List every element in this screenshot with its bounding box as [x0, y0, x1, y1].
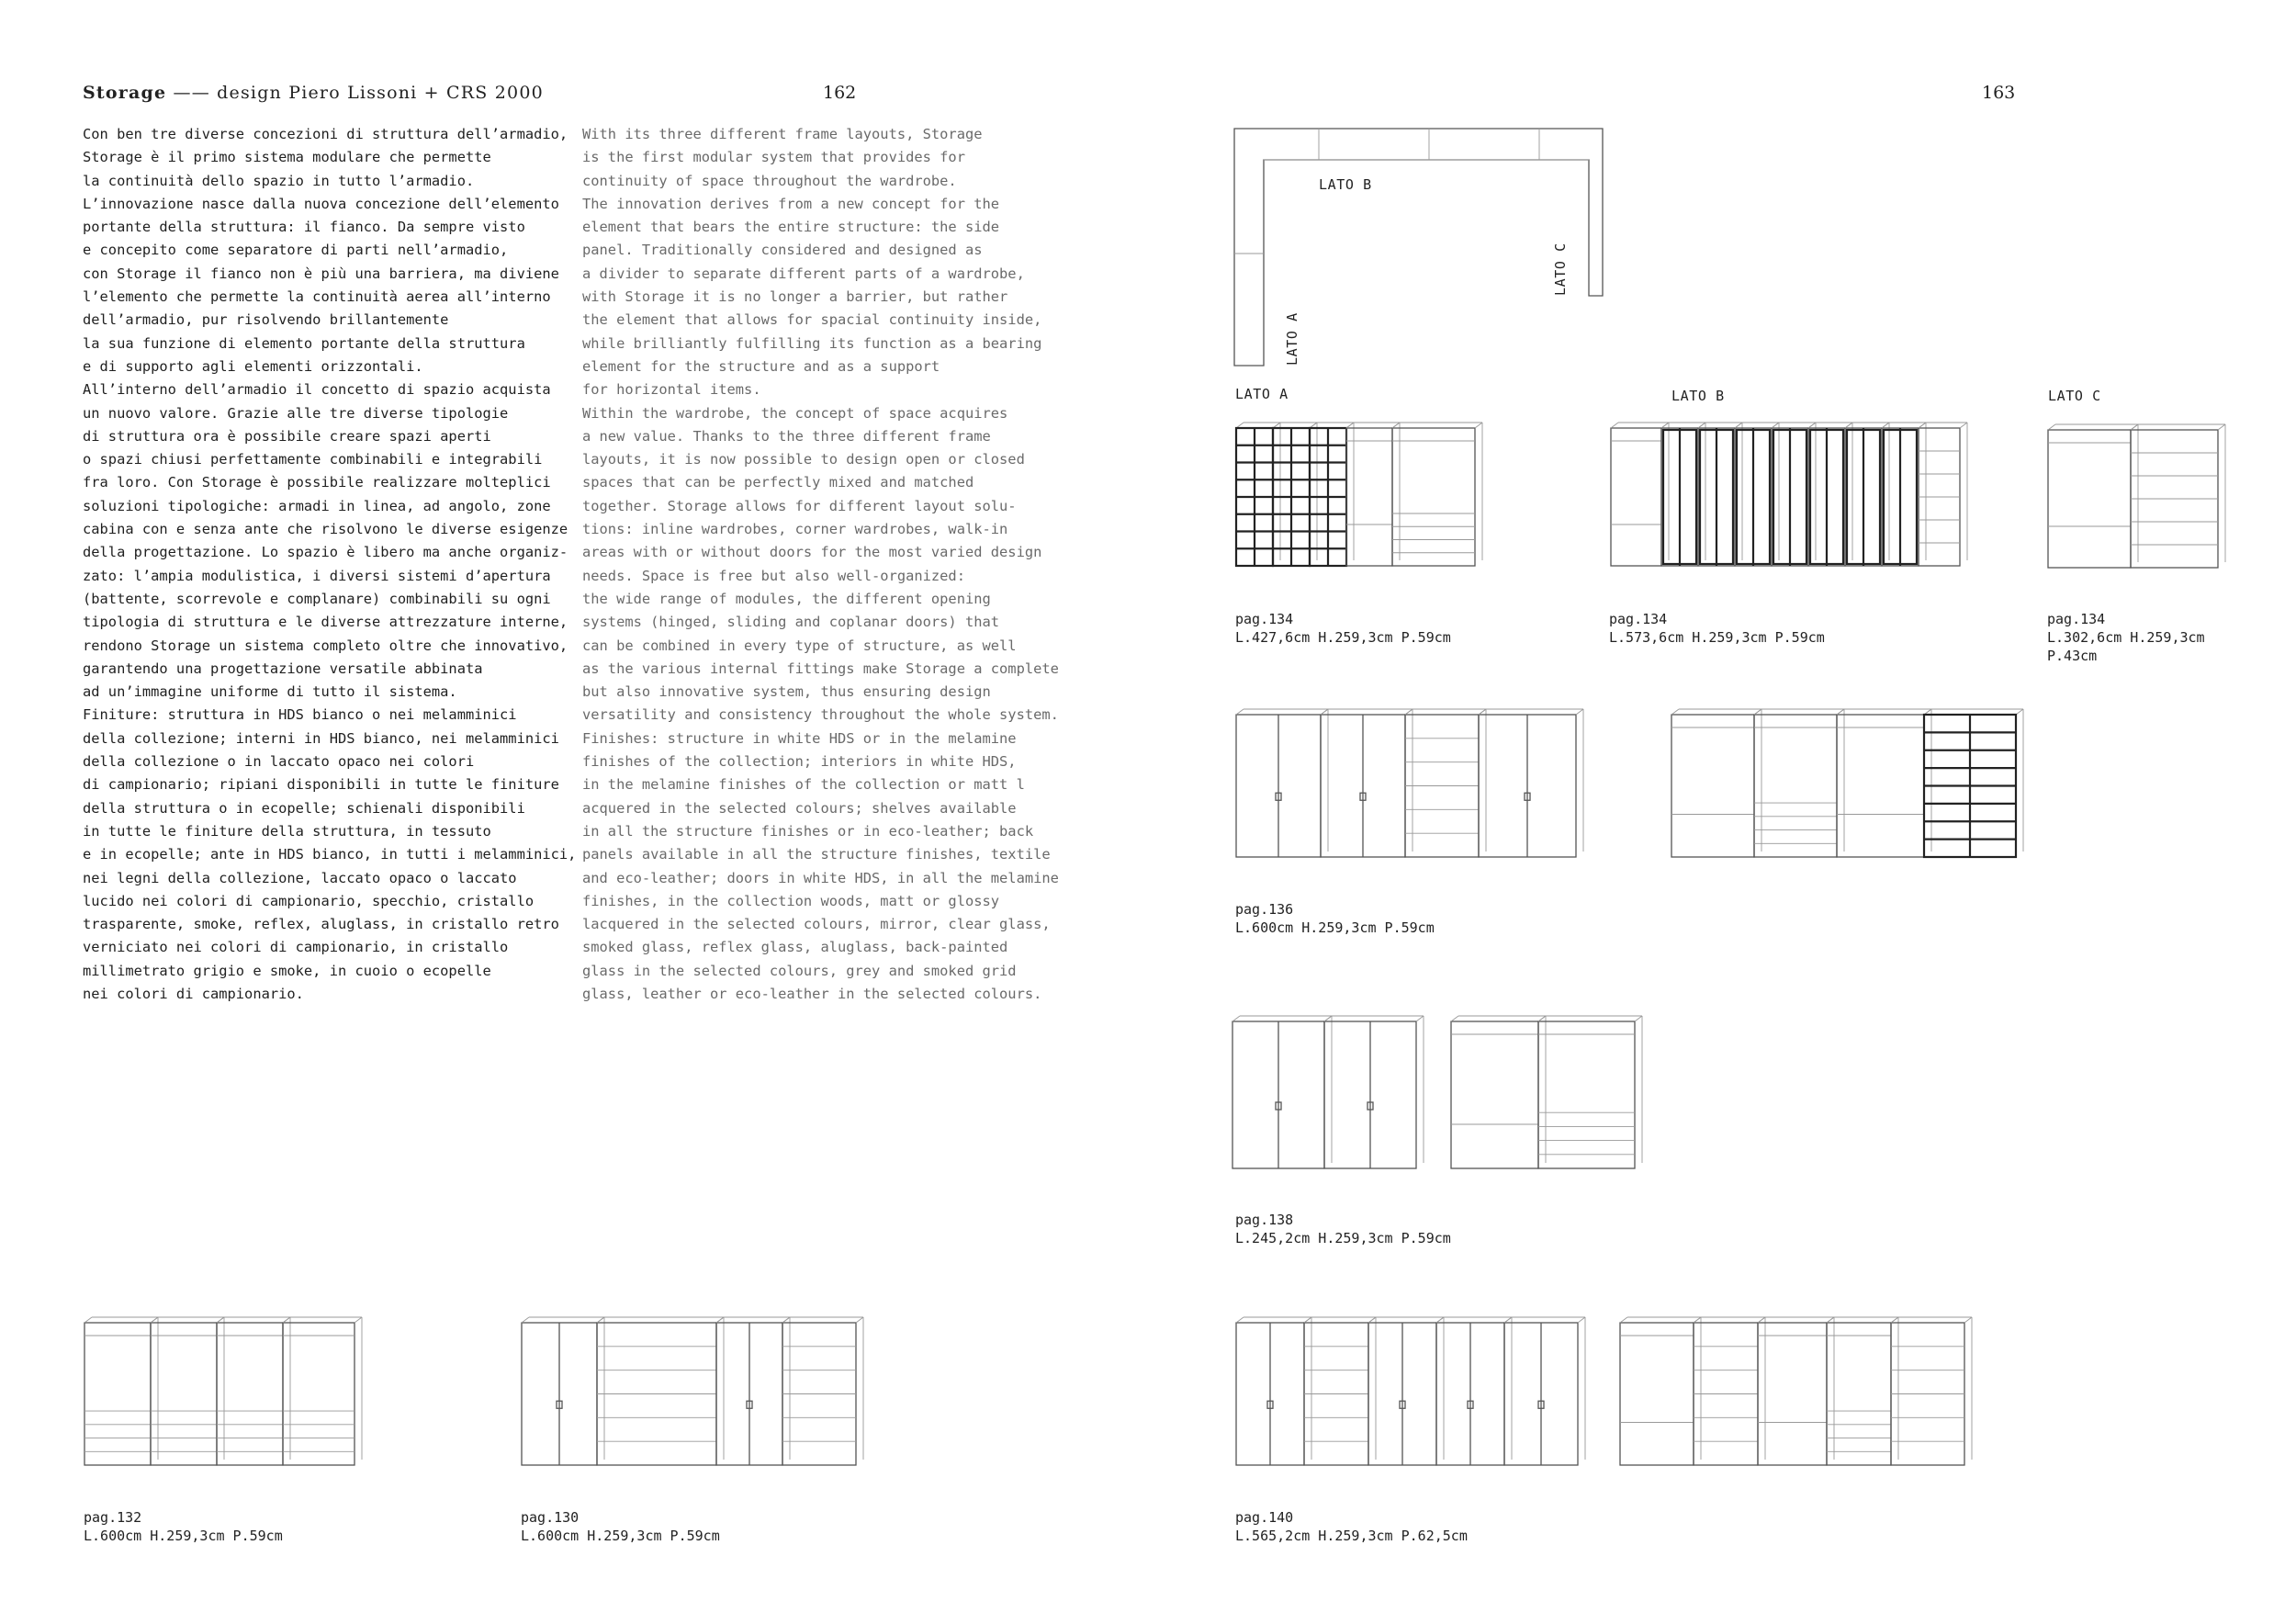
caption-140 [1235, 1508, 1468, 1545]
text-line-it: (battente, scorrevole e complanare) combinabili su ogni [83, 590, 551, 607]
text-line-it: trasparente, smoke, reflex, aluglass, in cristallo retro [83, 916, 559, 933]
text-line-en: The innovation derives from a new concept for the [582, 195, 1000, 212]
text-line-en: together. Storage allows for different layout solu- [582, 497, 1017, 514]
text-line-en: element that bears the entire structure: the side [582, 219, 1000, 236]
text-line-it: rendono Storage un sistema completo oltre che innovativo, [83, 637, 568, 654]
text-line-it: soluzioni tipologiche: armadi in linea, ad angolo, zone [83, 497, 551, 514]
wardrobe-drawing-140-interior [1618, 1314, 1976, 1470]
elevation-label-lato-a: LATO A [1235, 386, 1289, 402]
text-line-en: areas with or without doors for the most varied design [582, 544, 1042, 561]
text-line-it: portante della struttura: il fianco. Da sempre visto [83, 219, 525, 236]
text-line-en: but also innovative system, thus ensuring design [582, 683, 991, 701]
caption-dimensions: L.573,6cm H.259,3cm P.59cm [1609, 629, 1825, 646]
brand-name: Storage [83, 83, 167, 103]
text-line-it: Finiture: struttura in HDS bianco o nei melamminici [83, 706, 517, 724]
text-line-it: o spazi chiusi perfettamente combinabili e integrabili [83, 451, 543, 468]
text-line-it: e in ecopelle; ante in HDS bianco, in tutti i melamminici, [83, 846, 577, 863]
text-line-en: lacquered in the selected colours, mirror, clear glass, [582, 916, 1051, 933]
caption-page: pag.140 [1235, 1509, 1294, 1526]
wardrobe-drawing-lato-c [2046, 421, 2226, 572]
caption-130 [521, 1508, 720, 1545]
wardrobe-drawing-lato-b [1609, 419, 1963, 570]
plan-label-lato-b: LATO B [1319, 176, 1372, 193]
page-number-left: 162 [823, 83, 857, 103]
caption-dimensions: L.245,2cm H.259,3cm P.59cm [1235, 1230, 1451, 1246]
italian-text-column [83, 123, 576, 1006]
text-line-it: dell’armadio, pur risolvendo brillantemente [83, 311, 449, 329]
caption-depth: P.43cm [2047, 648, 2098, 664]
text-line-en: needs. Space is free but also well-organized: [582, 567, 965, 584]
caption-dimensions: L.600cm H.259,3cm P.59cm [84, 1528, 283, 1544]
english-text-column [582, 123, 1059, 1006]
wardrobe-drawing-138-interior [1449, 1014, 1642, 1172]
text-line-en: versatility and consistency throughout the whole system. [582, 706, 1059, 724]
wardrobe-drawing-132 [83, 1314, 369, 1470]
text-line-en: element for the structure and as a support [582, 357, 940, 375]
text-line-en: Within the wardrobe, the concept of space acquires [582, 404, 1008, 422]
text-line-it: della collezione o in laccato opaco nei colori [83, 753, 475, 771]
caption-page: pag.134 [1235, 611, 1294, 627]
text-line-en: With its three different frame layouts, Storage [582, 126, 983, 142]
text-line-it: un nuovo valore. Grazie alle tre diverse tipologie [83, 404, 509, 422]
plan-label-lato-a: LATO A [1284, 312, 1300, 366]
text-line-en: in the melamine finishes of the collection or matt l [582, 776, 1025, 794]
caption-dimensions: L.302,6cm H.259,3cm [2047, 629, 2205, 646]
caption-136 [1235, 900, 1435, 937]
text-line-it: Con ben tre diverse concezioni di struttura dell’armadio, [83, 126, 568, 142]
text-line-en: systems (hinged, sliding and coplanar doors) that [582, 614, 1000, 631]
caption-132 [84, 1508, 283, 1545]
text-line-it: di campionario; ripiani disponibili in tutte le finiture [83, 776, 559, 794]
text-line-en: can be combined in every type of structure, as well [582, 637, 1017, 654]
text-line-it: in tutte le finiture della struttura, in tessuto [83, 822, 491, 840]
text-line-it: fra loro. Con Storage è possibile realizzare molteplici [83, 474, 551, 491]
text-line-it: L’innovazione nasce dalla nuova concezione dell’elemento [83, 195, 559, 212]
text-line-it: millimetrato grigio e smoke, in cuoio o ecopelle [83, 962, 491, 979]
text-line-en: finishes of the collection; interiors in white HDS, [582, 753, 1017, 771]
text-line-it: nei legni della collezione, laccato opaco o laccato [83, 869, 517, 886]
caption-page: pag.134 [1609, 611, 1668, 627]
text-line-it: della struttura o in ecopelle; schienali disponibili [83, 799, 525, 817]
elevation-label-lato-b: LATO B [1671, 388, 1725, 404]
caption-dimensions: L.600cm H.259,3cm P.59cm [521, 1528, 720, 1544]
text-line-en: glass, leather or eco-leather in the selected colours. [582, 985, 1042, 1002]
text-line-it: cabina con e senza ante che risolvono le diverse esigenze [83, 521, 568, 538]
caption-dimensions: L.600cm H.259,3cm P.59cm [1235, 919, 1435, 936]
text-line-it: della collezione; interni in HDS bianco, nei melamminici [83, 729, 559, 747]
text-line-en: as the various internal fittings make Storage a complete [582, 660, 1059, 677]
design-credit: —— design Piero Lissoni + CRS 2000 [173, 83, 544, 103]
text-line-en: continuity of space throughout the wardrobe. [582, 172, 957, 189]
text-line-it: All’interno dell’armadio il concetto di spazio acquista [83, 381, 551, 399]
caption-page: pag.136 [1235, 901, 1294, 918]
caption-page: pag.134 [2047, 611, 2106, 627]
text-line-en: panels available in all the structure finishes, textile [582, 846, 1051, 863]
wardrobe-drawing-138-doors [1231, 1014, 1424, 1172]
text-line-en: in all the structure finishes or in eco-leather; back [582, 822, 1034, 840]
text-line-it: ad un’immagine uniforme di tutto il sistema. [83, 683, 457, 701]
text-line-en: acquered in the selected colours; shelves available [582, 799, 1017, 817]
text-line-en: with Storage it is no longer a barrier, but rather [582, 288, 1008, 306]
caption-page: pag.138 [1235, 1212, 1294, 1228]
text-line-it: tipologia di struttura e le diverse attrezzature interne, [83, 614, 568, 631]
text-line-it: Storage è il primo sistema modulare che permette [83, 149, 491, 166]
text-line-en: glass in the selected colours, grey and smoked grid [582, 962, 1017, 979]
text-line-it: la continuità dello spazio in tutto l’armadio. [83, 172, 475, 189]
text-line-en: Finishes: structure in white HDS or in the melamine [582, 729, 1017, 747]
text-line-it: di struttura ora è possibile creare spazi aperti [83, 427, 491, 445]
caption-134-lato-c [2047, 610, 2205, 665]
text-line-it: e di supporto agli elementi orizzontali. [83, 357, 423, 375]
text-line-en: spaces that can be perfectly mixed and matched [582, 474, 974, 491]
elevation-label-lato-c: LATO C [2048, 388, 2101, 404]
text-line-it: e concepito come separatore di parti nell’armadio, [83, 242, 509, 259]
text-line-en: finishes, in the collection woods, matt or glossy [582, 892, 1000, 909]
text-line-en: smoked glass, reflex glass, aluglass, back-painted [582, 939, 1008, 956]
text-line-it: nei colori di campionario. [83, 985, 304, 1002]
text-line-en: panel. Traditionally considered and designed as [582, 242, 983, 259]
text-line-it: della progettazione. Lo spazio è libero ma anche organiz- [83, 544, 568, 561]
caption-134-lato-b [1609, 610, 1825, 647]
text-line-it: con Storage il fianco non è più una barriera, ma diviene [83, 265, 559, 282]
text-line-en: a divider to separate different parts of a wardrobe, [582, 265, 1025, 282]
caption-page: pag.132 [84, 1509, 142, 1526]
caption-dimensions: L.565,2cm H.259,3cm P.62,5cm [1235, 1528, 1468, 1544]
wardrobe-drawing-lato-a [1234, 419, 1487, 570]
text-line-en: and eco-leather; doors in white HDS, in all the melamine [582, 869, 1059, 886]
text-line-it: l’elemento che permette la continuità aerea all’interno [83, 288, 551, 306]
wardrobe-drawing-136-doors [1234, 705, 1588, 862]
page-number-right: 163 [1982, 83, 2016, 103]
running-header [83, 83, 544, 103]
text-line-en: the wide range of modules, the different opening [582, 590, 991, 607]
caption-138 [1235, 1211, 1451, 1247]
text-line-en: for horizontal items. [582, 381, 761, 399]
caption-dimensions: L.427,6cm H.259,3cm P.59cm [1235, 629, 1451, 646]
wardrobe-drawing-140-doors [1234, 1314, 1593, 1470]
text-line-en: layouts, it is now possible to design open or closed [582, 451, 1025, 468]
caption-134-lato-a [1235, 610, 1451, 647]
caption-page: pag.130 [521, 1509, 580, 1526]
text-line-it: la sua funzione di elemento portante della struttura [83, 334, 525, 352]
text-line-en: is the first modular system that provides for [582, 149, 965, 166]
text-line-it: lucido nei colori di campionario, specchio, cristallo [83, 892, 535, 909]
text-line-it: garantendo una progettazione versatile abbinata [83, 660, 483, 677]
text-line-en: while brilliantly fulfilling its function as a bearing [582, 334, 1042, 352]
text-line-it: zato: l’ampia modulistica, i diversi sistemi d’apertura [83, 567, 551, 584]
wardrobe-drawing-136-interior [1670, 705, 2028, 862]
wardrobe-drawing-130 [520, 1314, 878, 1470]
text-line-it: verniciato nei colori di campionario, in cristallo [83, 939, 509, 956]
plan-label-lato-c: LATO C [1552, 242, 1569, 296]
text-line-en: tions: inline wardrobes, corner wardrobes, walk-in [582, 521, 1008, 538]
text-line-en: the element that allows for spacial continuity inside, [582, 311, 1042, 329]
text-line-en: a new value. Thanks to the three different frame [582, 427, 991, 445]
